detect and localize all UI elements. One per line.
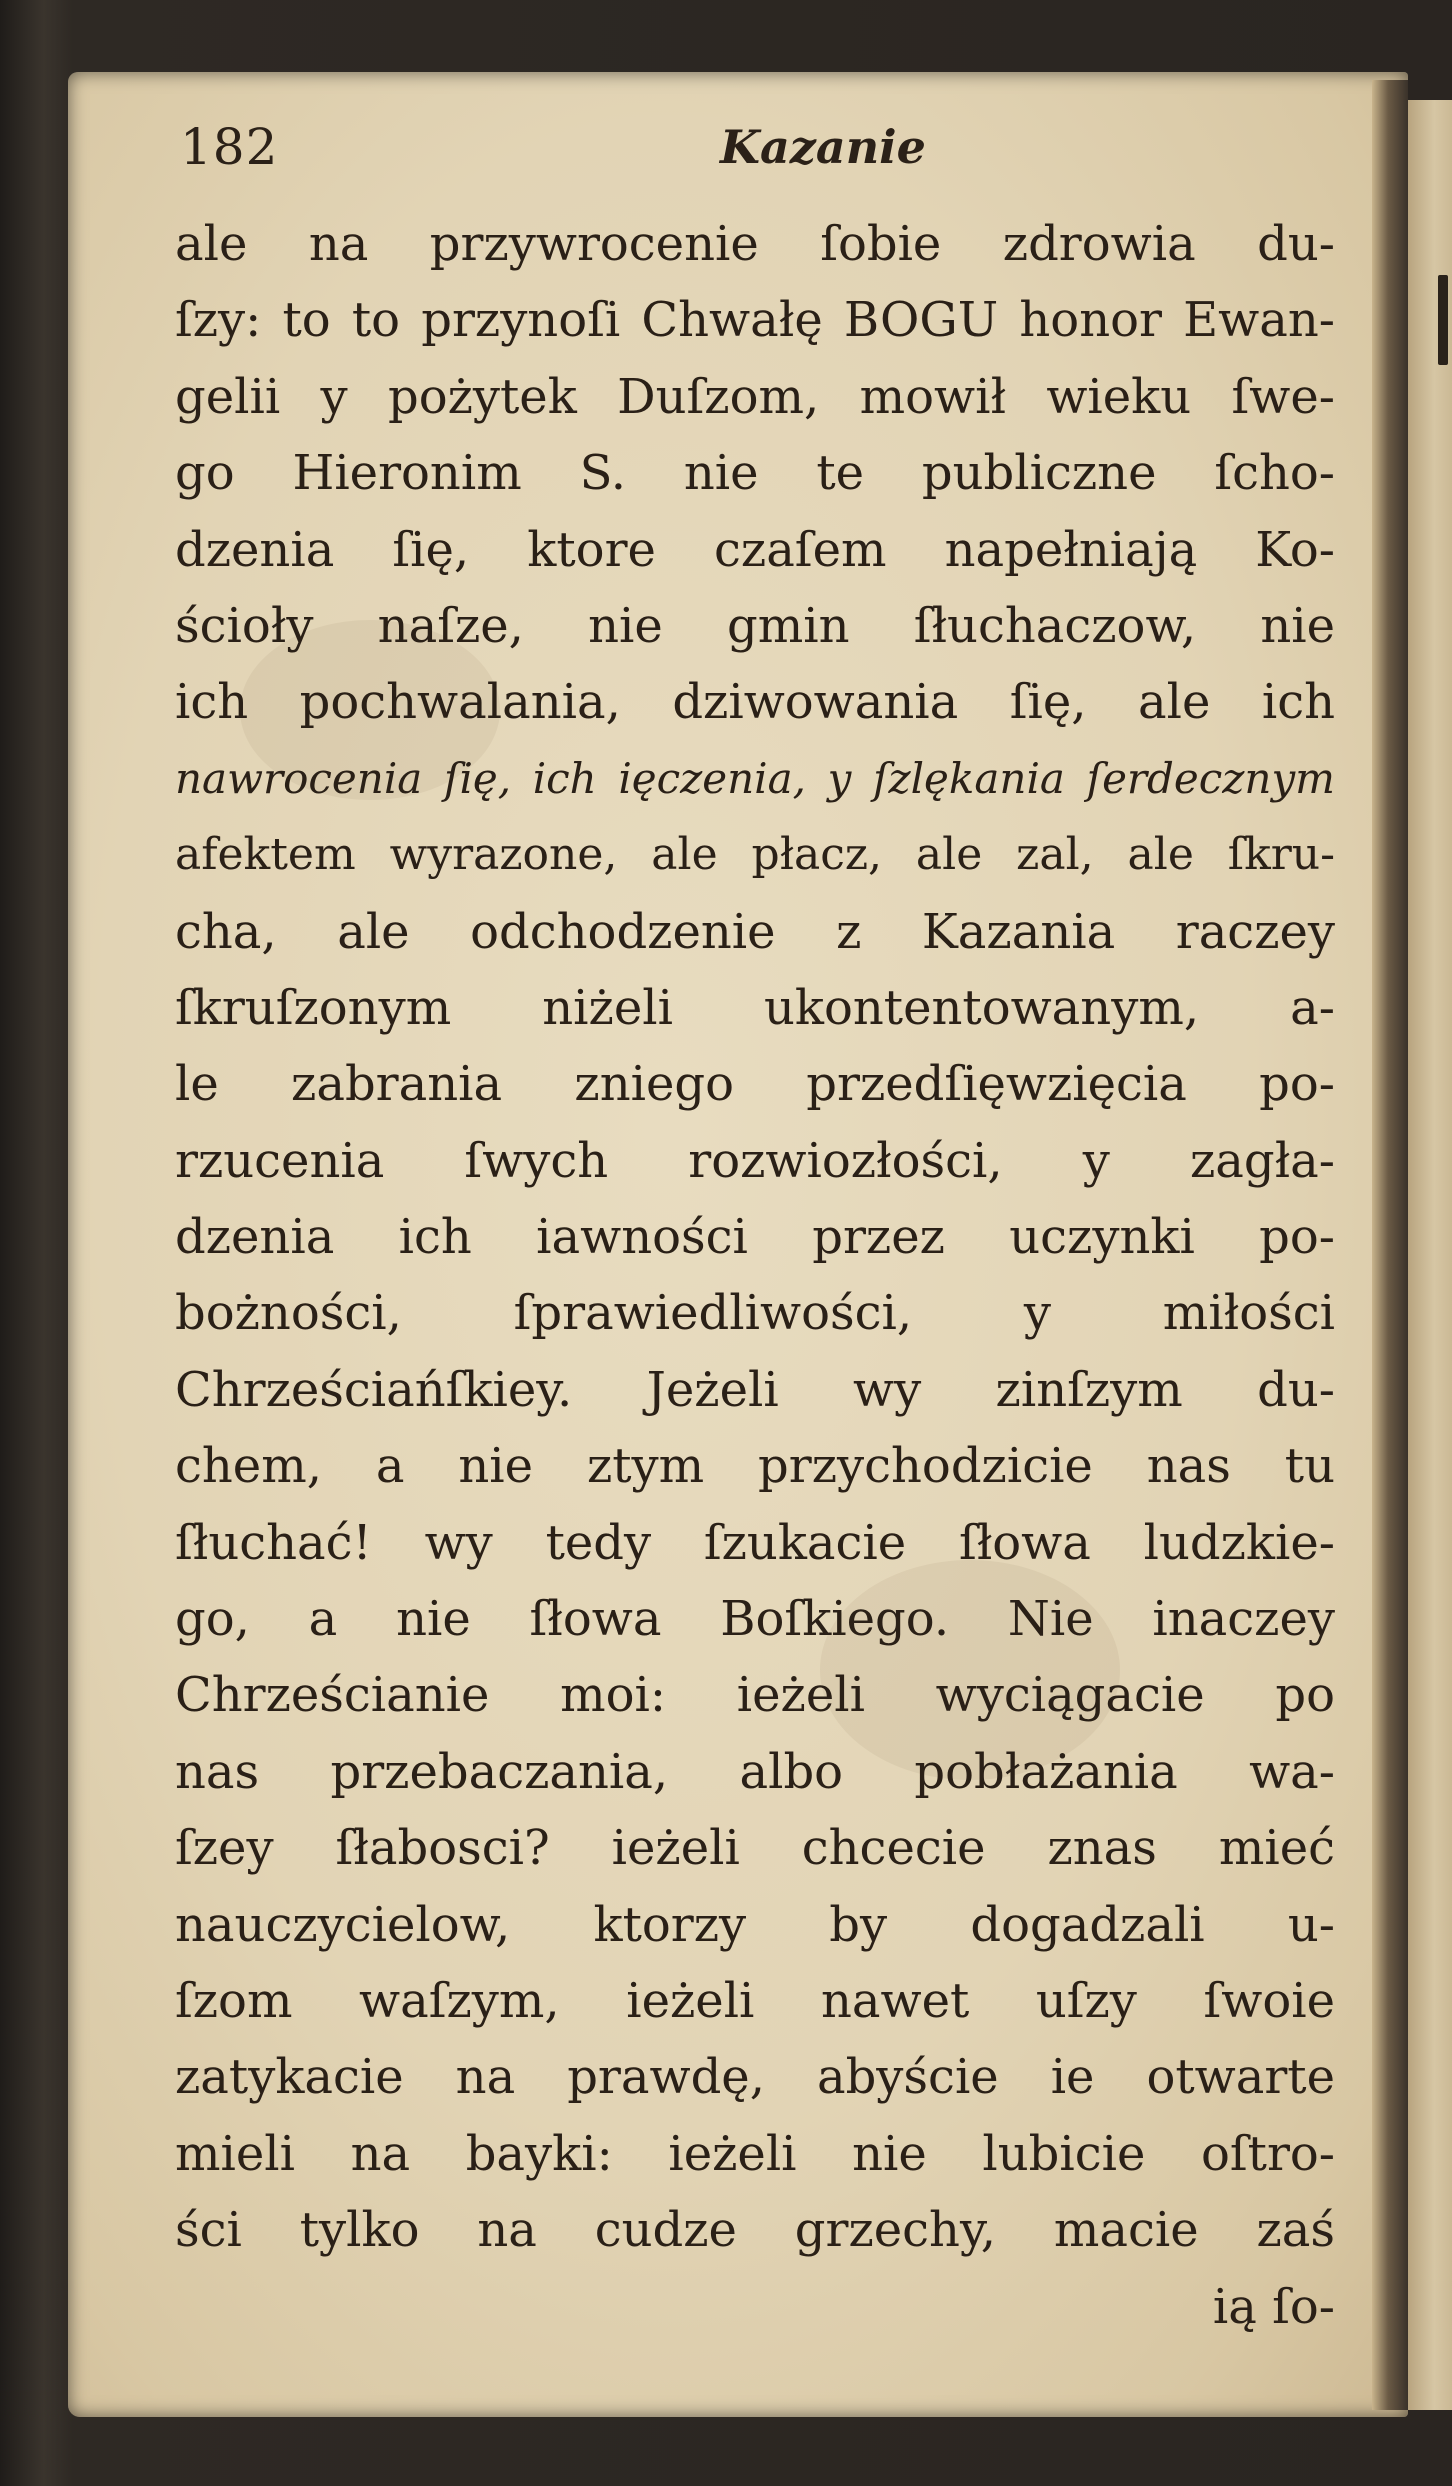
text-line: go Hieronim S. nie te publiczne ſcho- [175,445,1335,502]
text-line: nas przebaczania, albo pobłażania wa- [175,1743,1335,1800]
text-line: ſzy: to to przynoſi Chwałę BOGU honor Ewan- [175,292,1335,349]
text-line: le zabrania zniego przedſięwzięcia po- [175,1056,1335,1113]
text-line: ſkruſzonym niżeli ukontentowanym, a- [175,979,1335,1036]
text-line: dzenia ſię, ktore czaſem napełniają Ko- [175,521,1335,578]
text-line: ści tylko na cudze grzechy, macie zaś [175,2202,1335,2259]
text-line: afektem wyrazone, ale płacz, ale zal, ale ſkru- [175,829,1335,881]
text-line: chem, a nie ztym przychodzicie nas tu [175,1438,1335,1495]
facing-page-edge [1408,100,1452,2410]
text-line: dzenia ich iawności przez uczynki po- [175,1209,1335,1266]
text-line: ich pochwalania, dziwowania ſię, ale ich [175,674,1335,731]
facing-page-ink-mark [1438,275,1448,365]
sermon-text [175,206,1335,2345]
page-number: 182 [180,118,279,176]
text-line: ſłuchać! wy tedy ſzukacie ſłowa ludzkie- [175,1514,1335,1571]
text-line: gelii y pożytek Duſzom, mowił wieku ſwe- [175,368,1335,425]
text-line: Chrześciańſkiey. Jeżeli wy zinſzym du- [175,1361,1335,1418]
text-line: ſzom waſzym, ieżeli nawet uſzy ſwoie [175,1972,1335,2029]
text-line: ale na przywrocenie ſobie zdrowia du- [175,216,1335,272]
book-gutter [1372,80,1408,2410]
text-line: Chrześcianie moi: ieżeli wyciągacie po [175,1667,1335,1724]
running-title: Kazanie [720,120,926,174]
text-line: go, a nie ſłowa Boſkiego. Nie inaczey [175,1591,1335,1648]
text-line: nawrocenia ſię, ich ięczenia, y ſzlękania ſerdecznym [175,753,1335,803]
text-line: ſzey ſłabosci? ieżeli chcecie znas mieć [175,1820,1335,1877]
text-line: nauczycielow, ktorzy by dogadzali u- [175,1896,1335,1953]
text-line: rzucenia ſwych rozwiozłości, y zagła- [175,1132,1335,1189]
text-line: ścioły naſze, nie gmin ſłuchaczow, nie [175,597,1335,654]
text-line: cha, ale odchodzenie z Kazania raczey [175,903,1335,960]
text-line: mieli na bayki: ieżeli nie lubicie oſtro- [175,2125,1335,2182]
text-line: bożności, ſprawiedliwości, y miłości [175,1285,1335,1342]
text-line: zatykacie na prawdę, abyście ie otwarte [175,2049,1335,2106]
text-line-catchword: ią ſo- [1212,2278,1335,2335]
page-header [180,118,1300,208]
